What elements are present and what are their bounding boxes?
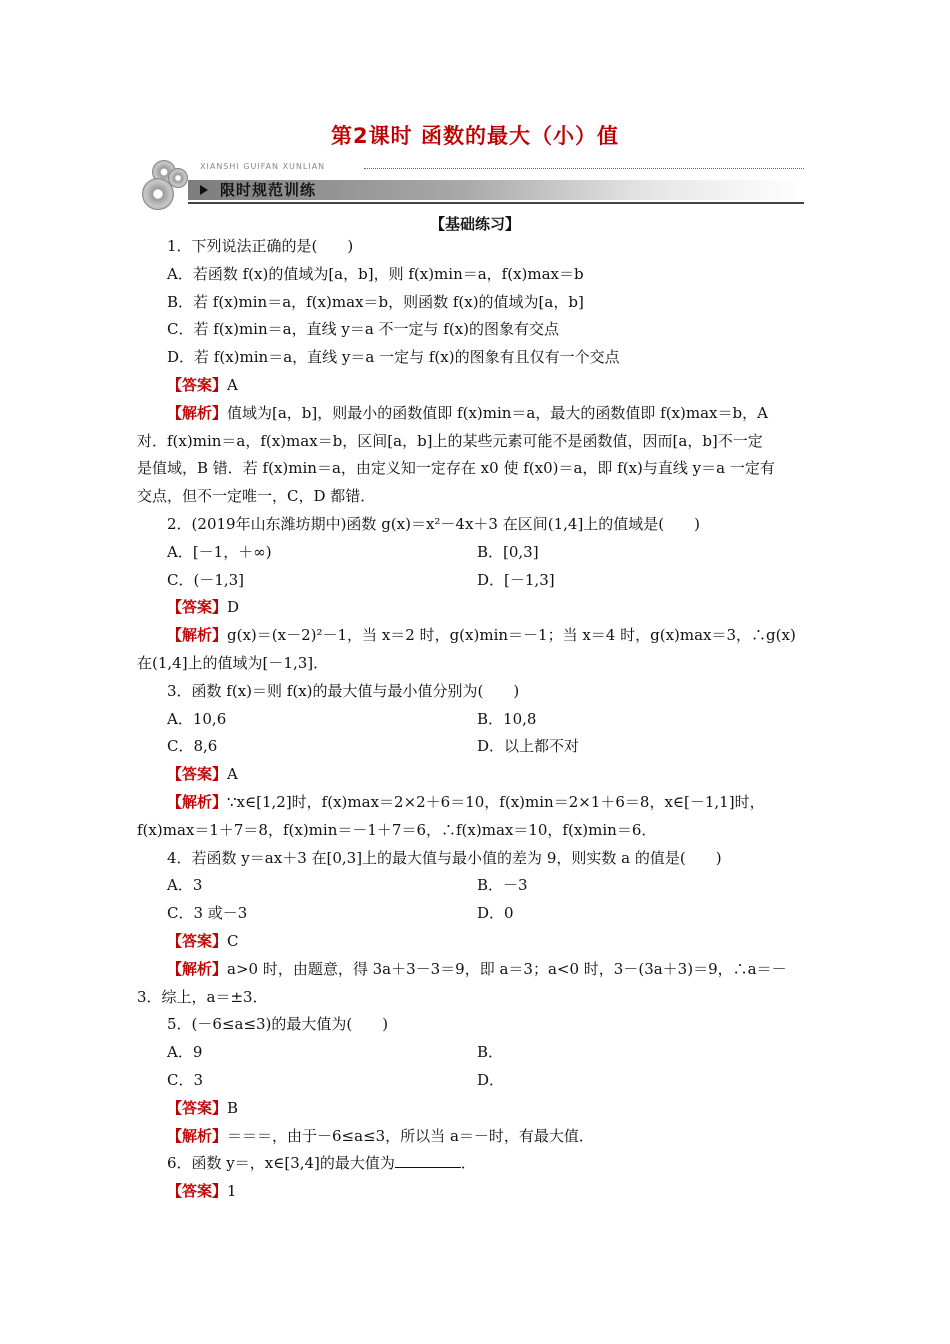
answer-tag: 【答案】: [167, 765, 228, 784]
answer-value: B: [227, 1098, 239, 1117]
analysis-tag: 【解析】: [167, 959, 228, 978]
option-row: [137, 900, 816, 928]
option-row: [137, 567, 816, 595]
question-stem: 2．(2019年山东潍坊期中)函数 g(x)＝x²－4x＋3 在区间(1,4]上的值域是( ): [167, 514, 701, 533]
analysis-text: g(x)＝(x－2)²－1，当 x＝2 时，g(x)min＝－1；当 x＝4 时，g(x)max＝3，∴g(x): [227, 626, 796, 645]
answer-tag: 【答案】: [167, 598, 228, 617]
answer-value: D: [227, 598, 240, 617]
option-a: A．9: [167, 1043, 203, 1062]
option-a: A．若函数 f(x)的值域为[a，b]，则 f(x)min＝a，f(x)max＝b: [167, 264, 584, 283]
answer-line: [137, 594, 816, 622]
answer-value: A: [227, 765, 238, 784]
answer-blank: [395, 1151, 461, 1168]
option-row: [137, 539, 816, 567]
option-b: B．10,8: [477, 709, 537, 728]
divider: [188, 202, 804, 204]
analysis-text: 在(1,4]上的值域为[－1,3]．: [137, 653, 329, 672]
answer-tag: 【答案】: [167, 931, 228, 950]
option-c: C．若 f(x)min＝a，直线 y＝a 不一定与 f(x)的图象有交点: [167, 320, 560, 339]
section-heading: 【基础练习】: [429, 215, 520, 233]
option-a: A．10,6: [167, 709, 227, 728]
question-stem: 1．下列说法正确的是( ): [167, 237, 354, 255]
gear-icon: [168, 168, 188, 188]
analysis-tag: 【解析】: [167, 626, 228, 645]
analysis-text: ＝＝＝，由于－6≤a≤3，所以当 a＝－时，有最大值．: [227, 1126, 594, 1145]
question-text: 6．函数 y＝，x∈[3,4]的最大值为: [167, 1154, 395, 1173]
option-b: B．－3: [477, 876, 528, 895]
answer-line: [137, 372, 816, 400]
question-stem: 5．(－6≤a≤3)的最大值为( ): [167, 1015, 389, 1034]
answer-line: [137, 1178, 816, 1206]
option-d: D．[－1,3]: [477, 570, 555, 589]
answer-tag: 【答案】: [167, 1098, 228, 1117]
analysis-text: 3．综上，a＝±3．: [137, 987, 268, 1006]
banner-title: 限时规范训练: [220, 181, 317, 199]
question-stem: 4．若函数 y＝ax＋3 在[0,3]上的最大值与最小值的差为 9，则实数 a 的值是( ): [167, 848, 722, 867]
option-a: A．3: [167, 876, 203, 895]
option-c: C．3: [167, 1070, 204, 1089]
answer-line: [137, 928, 816, 956]
analysis-line: [137, 622, 816, 650]
analysis-text: 对．f(x)min＝a，f(x)max＝b，区间[a，b]上的某些元素可能不是函数值，因而[a，b]不一定: [137, 431, 763, 450]
answer-value: 1: [227, 1182, 237, 1201]
option-row: [137, 1067, 816, 1095]
analysis-tag: 【解析】: [167, 1126, 228, 1145]
question-stem: [137, 1150, 816, 1178]
option-row: [137, 733, 816, 761]
section-banner: [142, 158, 804, 208]
option-a: A．[－1，＋∞): [167, 542, 272, 561]
analysis-line: [137, 1123, 816, 1151]
analysis-line: [137, 400, 816, 428]
analysis-text: 交点，但不一定唯一，C，D 都错．: [137, 487, 376, 506]
analysis-text: a>0 时，由题意，得 3a＋3－3＝9，即 a＝3；a<0 时，3－(3a＋3)＝9，∴a＝－: [227, 959, 787, 978]
option-d: D．0: [477, 904, 514, 923]
option-row: [137, 872, 816, 900]
arrow-icon: [200, 185, 208, 195]
answer-line: [137, 1095, 816, 1123]
option-row: [137, 1039, 816, 1067]
option-c: C．3 或－3: [167, 904, 248, 923]
analysis-text: f(x)max＝1＋7＝8，f(x)min＝－1＋7＝6，∴f(x)max＝10，f(x)min＝6．: [137, 820, 657, 839]
analysis-text: 值域为[a，b]，则最小的函数值即 f(x)min＝a，最大的函数值即 f(x)max＝b，A: [227, 403, 768, 422]
option-d: D．: [477, 1070, 505, 1089]
option-b: B．若 f(x)min＝a，f(x)max＝b，则函数 f(x)的值域为[a，b]: [167, 292, 584, 311]
exercise-content: [137, 233, 816, 1206]
option-row: [137, 706, 816, 734]
banner-subtitle: XIANSHI GUIFAN XUNLIAN: [200, 162, 326, 171]
option-d: D．若 f(x)min＝a，直线 y＝a 一定与 f(x)的图象有且仅有一个交点: [167, 348, 620, 367]
analysis-text: 是值域，B 错．若 f(x)min＝a，由定义知一定存在 x0 使 f(x0)＝a，即 f(x)与直线 y＝a 一定有: [137, 459, 775, 478]
answer-value: C: [227, 931, 239, 950]
option-b: B．[0,3]: [477, 542, 539, 561]
answer-line: [137, 761, 816, 789]
divider: [364, 168, 804, 169]
answer-tag: 【答案】: [167, 375, 228, 394]
option-c: C．8,6: [167, 737, 218, 756]
option-d: D．以上都不对: [477, 737, 580, 756]
answer-tag: 【答案】: [167, 1182, 228, 1201]
analysis-line: [137, 789, 816, 817]
option-c: C．(－1,3]: [167, 570, 245, 589]
question-text-end: ．: [460, 1154, 476, 1173]
question-stem: 3．函数 f(x)＝则 f(x)的最大值与最小值分别为( ): [167, 681, 520, 700]
option-b: B．: [477, 1043, 504, 1062]
analysis-line: [137, 956, 816, 984]
answer-value: A: [227, 375, 238, 394]
analysis-tag: 【解析】: [167, 403, 228, 422]
page-title: 第2课时 函数的最大（小）值: [331, 124, 619, 148]
analysis-text: ∵x∈[1,2]时，f(x)max＝2×2＋6＝10，f(x)min＝2×1＋6＝8，x∈[－1,1]时，: [227, 792, 765, 811]
analysis-tag: 【解析】: [167, 792, 228, 811]
